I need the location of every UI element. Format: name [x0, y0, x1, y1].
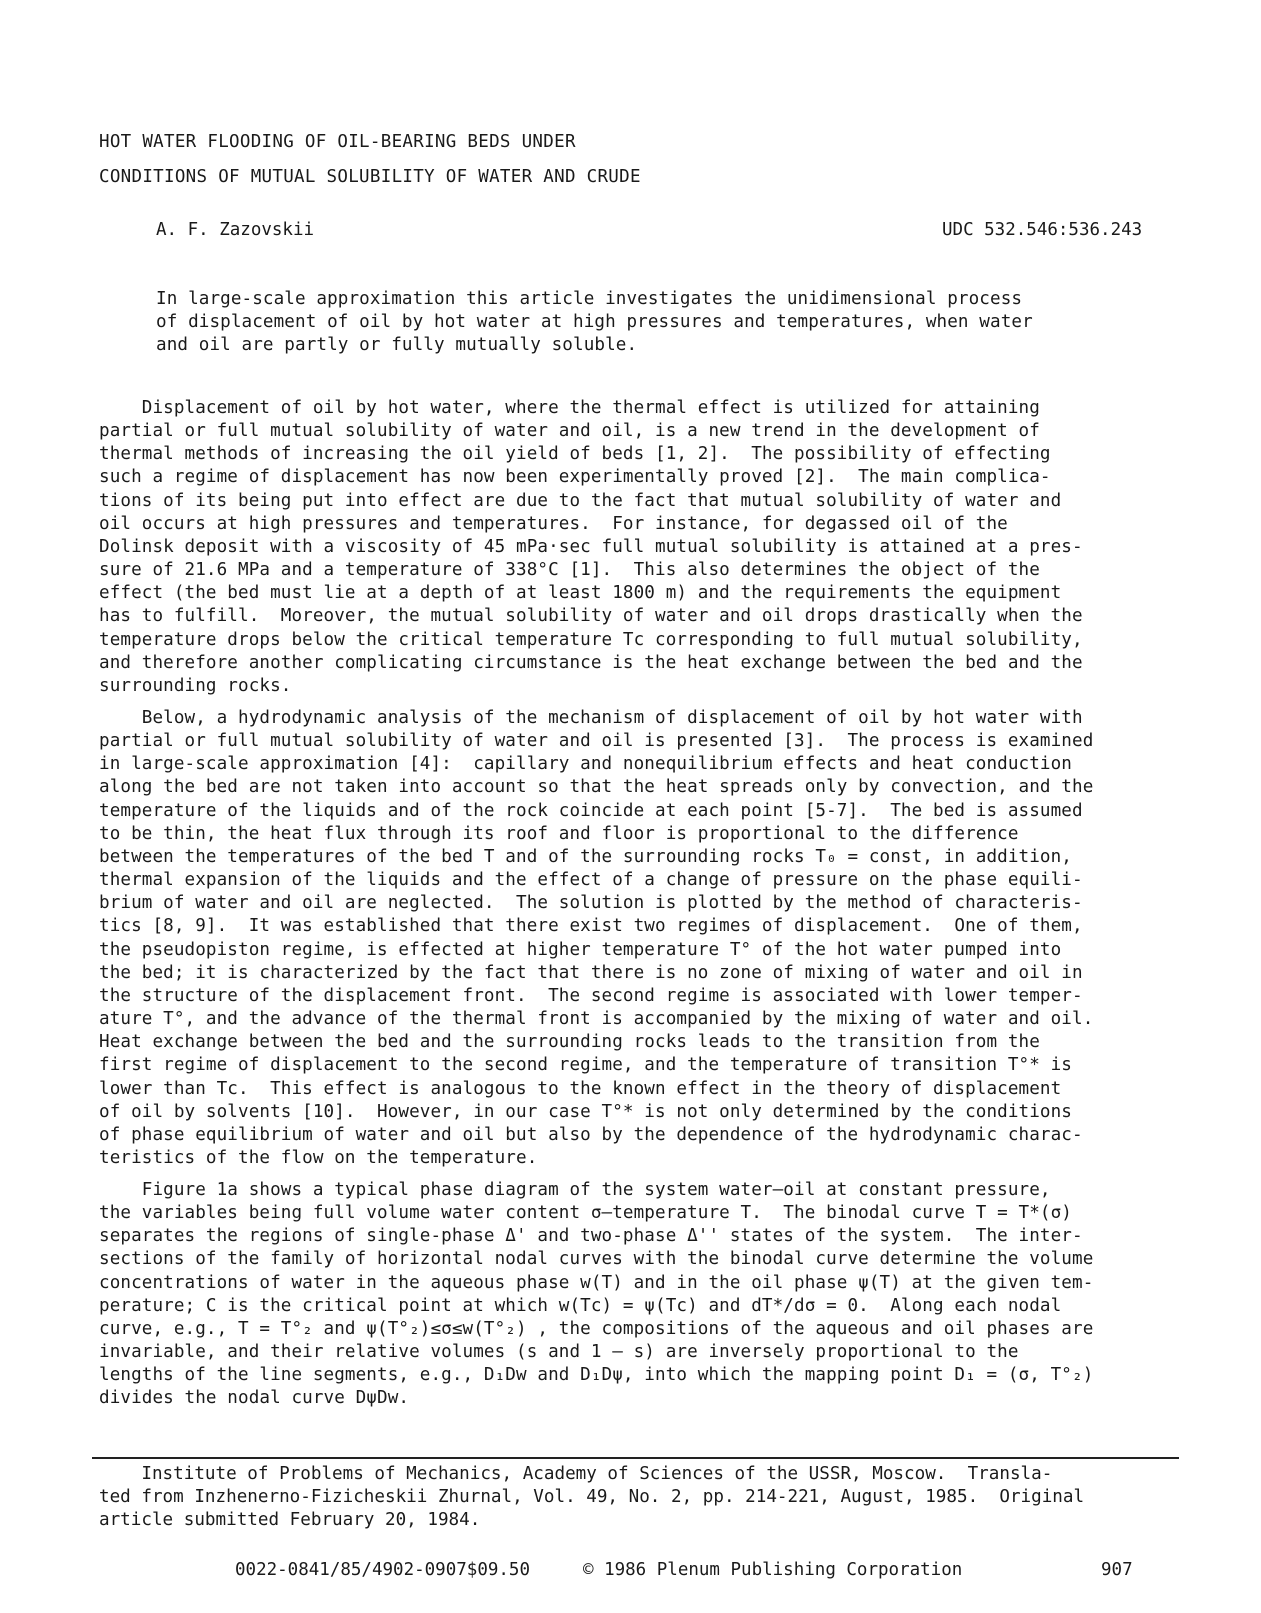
- page-number: 907: [1101, 1560, 1133, 1580]
- text-line: sections of the family of horizontal nodal curves with the binodal curve determine the volume: [99, 1249, 1094, 1270]
- text-line: to be thin, the heat flux through its roof and floor is proportional to the difference: [99, 823, 1019, 844]
- text-line: separates the regions of single-phase Δ' and two-phase Δ'' states of the system. The inter-: [99, 1226, 1083, 1247]
- text-line: Below, a hydrodynamic analysis of the mechanism of displacement of oil by hot water with: [99, 708, 1083, 728]
- text-line: thermal methods of increasing the oil yield of beds [1, 2]. The possibility of effecting: [99, 444, 1051, 465]
- text-line: lower than Tc. This effect is analogous to the known effect in the theory of displacement: [99, 1078, 1062, 1099]
- footnote-divider: [92, 1457, 1179, 1459]
- text-line: the structure of the displacement front. The second regime is associated with lower temper-: [99, 985, 1083, 1006]
- abstract-line: of displacement of oil by hot water at high pressures and temperatures, when water: [156, 312, 1033, 333]
- title-line-2: CONDITIONS OF MUTUAL SOLUBILITY OF WATER AND CRUDE: [99, 167, 641, 187]
- title-line-1: HOT WATER FLOODING OF OIL-BEARING BEDS UNDER: [99, 132, 576, 152]
- copyright: © 1986 Plenum Publishing Corporation: [583, 1560, 963, 1580]
- text-line: the variables being full volume water content σ—temperature T. The binodal curve T = T*(σ): [99, 1203, 1073, 1224]
- text-line: concentrations of water in the aqueous phase w(T) and in the oil phase ψ(T) at the given tem-: [99, 1272, 1094, 1293]
- udc-code: UDC 532.546:536.243: [942, 220, 1143, 240]
- text-line: has to fulfill. Moreover, the mutual solubility of water and oil drops drastically when the: [99, 606, 1083, 627]
- text-line: effect (the bed must lie at a depth of at least 1800 m) and the requirements the equipment: [99, 583, 1062, 604]
- paragraph-1: [99, 397, 1083, 698]
- text-line: Dolinsk deposit with a viscosity of 45 mPa·sec full mutual solubility is attained at a pres-: [99, 536, 1083, 557]
- text-line: tics [8, 9]. It was established that there exist two regimes of displacement. One of them,: [99, 916, 1083, 937]
- text-line: of oil by solvents [10]. However, in our case T°* is not only determined by the conditions: [99, 1101, 1073, 1122]
- paragraph-2: [99, 707, 1093, 1170]
- text-line: tions of its being put into effect are due to the fact that mutual solubility of water and: [99, 490, 1062, 511]
- footnote-line: Institute of Problems of Mechanics, Academy of Sciences of the USSR, Moscow. Transla-: [99, 1464, 1053, 1484]
- text-line: between the temperatures of the bed T and of the surrounding rocks T₀ = const, in addition,: [99, 846, 1073, 867]
- text-line: such a regime of displacement has now been experimentally proved [2]. The main complica-: [99, 467, 1051, 488]
- author: A. F. Zazovskii: [156, 220, 315, 240]
- text-line: Heat exchange between the bed and the surrounding rocks leads to the transition from the: [99, 1032, 1040, 1053]
- text-line: first regime of displacement to the second regime, and the temperature of transition T°* is: [99, 1055, 1073, 1076]
- text-line: partial or full mutual solubility of water and oil, is a new trend in the development of: [99, 421, 1040, 442]
- text-line: Figure 1a shows a typical phase diagram of the system water—oil at constant pressure,: [99, 1180, 1051, 1200]
- text-line: and therefore another complicating circumstance is the heat exchange between the bed and the: [99, 652, 1083, 673]
- text-line: partial or full mutual solubility of water and oil is presented [3]. The process is examined: [99, 731, 1094, 752]
- footnote-line: ted from Inzhenerno-Fizicheskii Zhurnal, Vol. 49, No. 2, pp. 214-221, August, 1985. Original: [99, 1487, 1085, 1508]
- text-line: divides the nodal curve DψDw.: [99, 1388, 410, 1409]
- text-line: of phase equilibrium of water and oil but also by the dependence of the hydrodynamic charac-: [99, 1124, 1083, 1145]
- abstract-line: and oil are partly or fully mutually soluble.: [156, 335, 638, 356]
- text-line: perature; C is the critical point at which w(Tc) = ψ(Tc) and dT*/dσ = 0. Along each nodal: [99, 1295, 1062, 1316]
- text-line: teristics of the flow on the temperature.: [99, 1147, 538, 1168]
- text-line: lengths of the line segments, e.g., D₁Dw and D₁Dψ, into which the mapping point D₁ = (σ, T°₂): [99, 1365, 1094, 1386]
- footnote: [99, 1463, 1084, 1532]
- text-line: brium of water and oil are neglected. The solution is plotted by the method of characteris-: [99, 893, 1083, 914]
- text-line: sure of 21.6 MPa and a temperature of 338°C [1]. This also determines the object of the: [99, 560, 1040, 581]
- text-line: invariable, and their relative volumes (s and 1 — s) are inversely proportional to the: [99, 1342, 1019, 1363]
- text-line: along the bed are not taken into account so that the heat spreads only by convection, and the: [99, 777, 1094, 798]
- text-line: thermal expansion of the liquids and the effect of a change of pressure on the phase equili-: [99, 870, 1083, 891]
- text-line: surrounding rocks.: [99, 675, 292, 696]
- text-line: in large-scale approximation [4]: capillary and nonequilibrium effects and heat conduction: [99, 754, 1073, 775]
- footnote-line: article submitted February 20, 1984.: [99, 1510, 481, 1531]
- text-line: the pseudopiston regime, is effected at higher temperature T° of the hot water pumped into: [99, 939, 1062, 960]
- text-line: Displacement of oil by hot water, where the thermal effect is utilized for attaining: [99, 398, 1040, 418]
- text-line: temperature of the liquids and of the rock coincide at each point [5-7]. The bed is assumed: [99, 800, 1083, 821]
- text-line: the bed; it is characterized by the fact that there is no zone of mixing of water and oil in: [99, 962, 1083, 983]
- text-line: curve, e.g., T = T°₂ and ψ(T°₂)≤σ≤w(T°₂) , the compositions of the aqueous and oil phases are: [99, 1318, 1094, 1339]
- text-line: oil occurs at high pressures and temperatures. For instance, for degassed oil of the: [99, 513, 1008, 534]
- paragraph-3: [99, 1179, 1093, 1411]
- text-line: temperature drops below the critical temperature Tc corresponding to full mutual solubility,: [99, 629, 1083, 650]
- text-line: ature T°, and the advance of the thermal front is accompanied by the mixing of water and oil.: [99, 1009, 1094, 1030]
- publication-code: 0022-0841/85/4902-0907$09.50: [235, 1560, 531, 1580]
- abstract: [156, 288, 1033, 357]
- abstract-line: In large-scale approximation this article investigates the unidimensional process: [156, 289, 1023, 309]
